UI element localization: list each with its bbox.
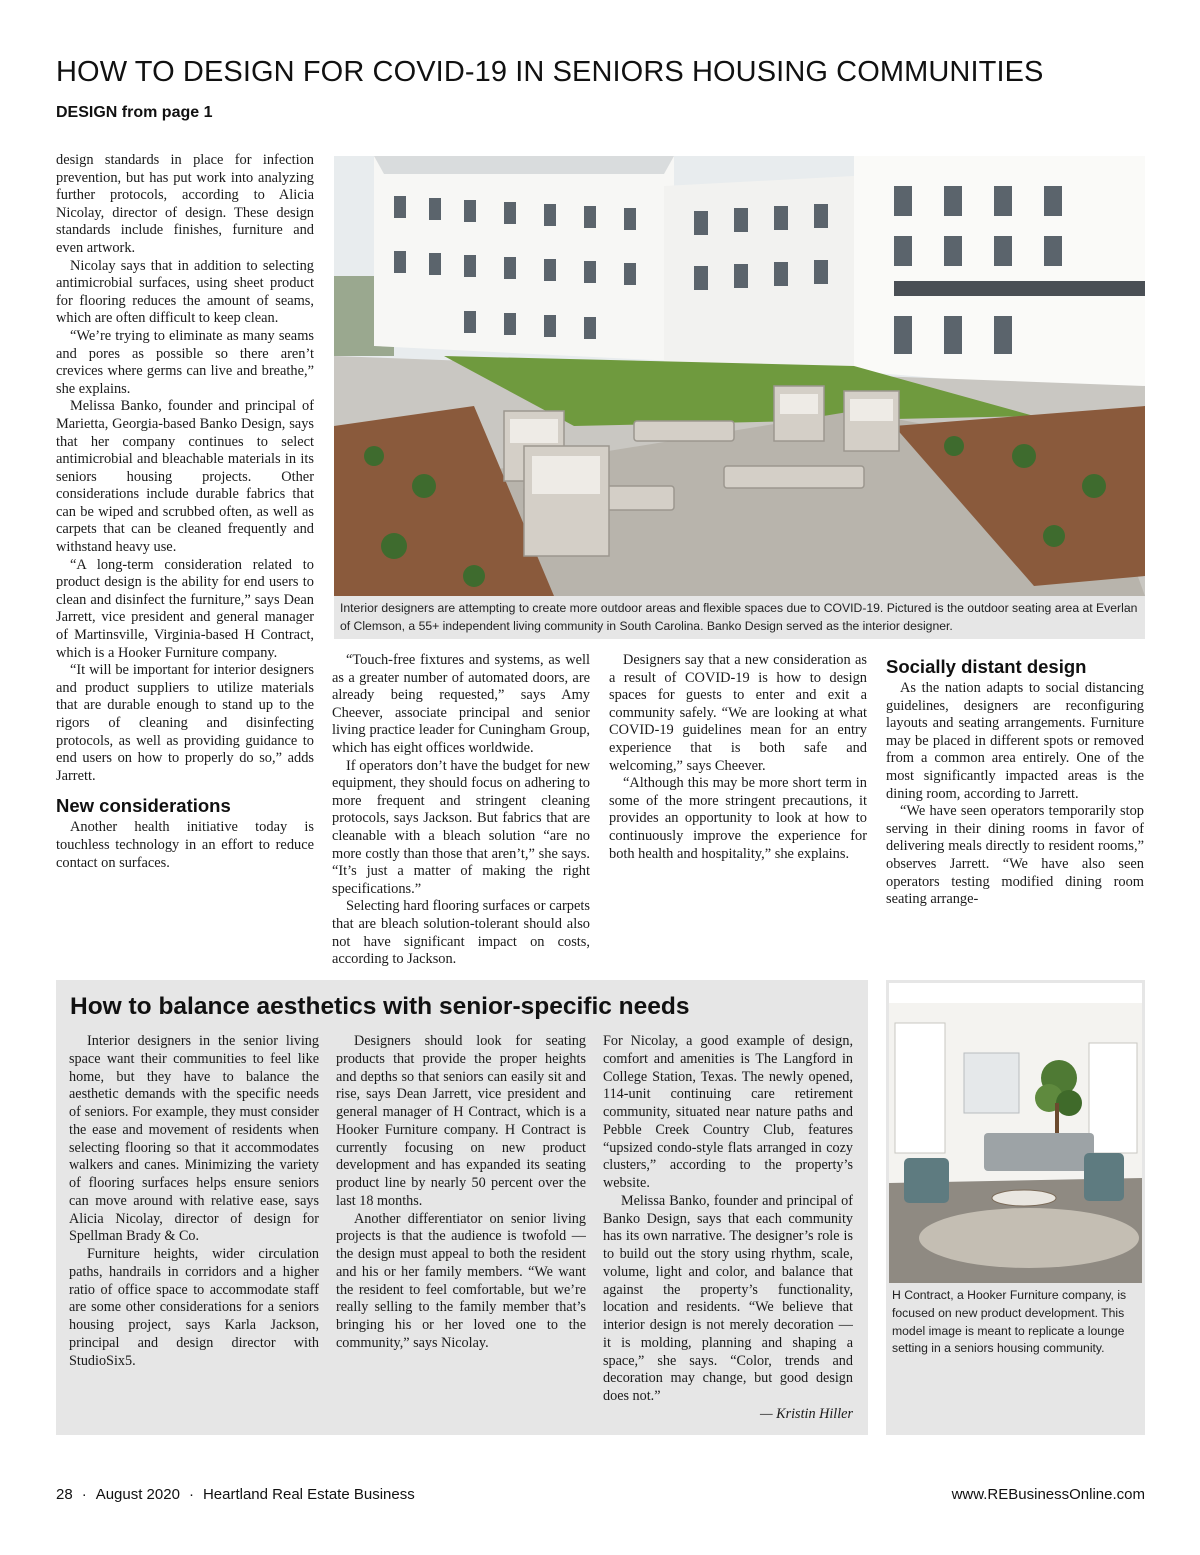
byline: — Kristin Hiller <box>759 1405 853 1422</box>
article-column-1 <box>56 152 314 968</box>
sidebar-column-1 <box>69 1033 319 1429</box>
article-column-4 <box>886 652 1144 968</box>
separator-dot: · <box>81 1486 87 1503</box>
courtyard-photo <box>334 156 1145 596</box>
sidebar-column-3 <box>603 1033 853 1429</box>
jump-line: DESIGN from page 1 <box>56 104 213 121</box>
lounge-photo <box>889 983 1142 1283</box>
lounge-photo-box <box>886 980 1145 1435</box>
issue-date: August 2020 <box>95 1486 180 1503</box>
article-paragraph: “Touch-free fixtures and systems, as well as a greater number of automated doors, are already being requested,” says Amy Cheever, associate principal and senior living practice leader for Cuningham Group, which has eight offices worldwide. <box>332 652 590 756</box>
article-paragraph: “We’re trying to eliminate as many seams and pores as possible so there aren’t crevices where germs can live and breathe,” she explains. <box>56 327 314 397</box>
sidebar-paragraph: Melissa Banko, founder and principal of Banko Design, says that each community has its own narrative. The designer’s role is to build out the story using rhythm, scale, volume, light and color, and balance that against the property’s functionality, location and residents. “We believe that interior design is not merely decoration — it is molding, planning and shaping a space,” she says. “Color, trends and decoration may change, but good design does not.” <box>603 1192 853 1404</box>
article-column-2 <box>332 652 590 968</box>
article-paragraph: As the nation adapts to social distancing guidelines, designers are reconfiguring layouts and seating arrangements. Furniture may be placed in different spots or removed from a common area entirely. One of the most significantly impacted areas is the dining room, according to Jarrett. <box>886 680 1144 802</box>
page-title: HOW TO DESIGN FOR COVID-19 IN SENIORS HOUSING COMMUNITIES <box>56 56 1044 88</box>
footer-left <box>56 1486 415 1503</box>
subhead-new-considerations: New considerations <box>56 795 231 817</box>
lounge-photo-caption: H Contract, a Hooker Furniture company, is focused on new product development. This model image is meant to replicate a lounge setting in a seniors housing community. <box>892 1288 1127 1356</box>
sidebar-paragraph: Interior designers in the senior living space want their communities to feel like home, but they have to balance the aesthetic demands with the specific needs of seniors. For example, they must consider the ease and movement of residents when selecting flooring so that it accommodates walkers and canes. Minimizing the variety of flooring surfaces helps ensure seniors can move around with relative ease, says Alicia Nicolay, director of design for Spellman Brady & Co. <box>69 1033 319 1245</box>
article-paragraph: “It will be important for interior designers and product suppliers to utilize materials that are durable enough to stand up to the rigors of cleaning and disinfecting protocols, as well as providing guidance to end users on how to properly do so,” adds Jarrett. <box>56 662 314 784</box>
sidebar-paragraph: Furniture heights, wider circulation paths, handrails in corridors and a higher ratio of office space to accommodate staff are some other considerations for a seniors housing project, says Karla Jackson, principal and design director with StudioSix5. <box>69 1246 319 1369</box>
sidebar-paragraph: Another differentiator on senior living projects is that the audience is twofold — the design must appeal to both the resident and his or her family members. “We want the resident to feel comfortable, but we’re really selling to the family member that’s bringing his or her loved one to the community,” says Nicolay. <box>336 1210 586 1351</box>
publication-name: Heartland Real Estate Business <box>202 1486 415 1503</box>
article-paragraph: design standards in place for infection prevention, but has put work into analyzing further protocols, according to Alicia Nicolay, director of design. These design standards include finishes, furniture and even artwork. <box>56 152 314 256</box>
page-number: 28 <box>56 1486 73 1503</box>
separator-dot: · <box>188 1486 194 1503</box>
article-paragraph: Designers say that a new consideration as a result of COVID-19 is how to design spaces for guests to enter and exit a community safely. “We are looking at what COVID-19 guidelines mean for an entry experience that is both safe and welcoming,” says Cheever. <box>609 652 867 774</box>
article-column-3 <box>609 652 867 968</box>
sidebar-box <box>56 980 868 1435</box>
article-paragraph: Melissa Banko, founder and principal of Marietta, Georgia-based Banko Design, says that her company continues to select antimicrobial and bleachable materials in its seniors housing projects. Other considerations include durable fabrics that can be wiped and scrubbed often, as well as carpets that can be cleaned frequently and withstand heavy use. <box>56 398 314 556</box>
article-paragraph: Another health initiative today is touchless technology in an effort to reduce contact on surfaces. <box>56 819 314 871</box>
article-paragraph: If operators don’t have the budget for new equipment, they should focus on adhering to more frequent and stringent cleaning protocols, says Jackson. But fabrics that are cleanable with a bleach solution “are no more costly than those that aren’t,” she says. “It’s just a matter of making the right specifications.” <box>332 757 590 897</box>
sidebar-paragraph: For Nicolay, a good example of design, comfort and amenities is The Langford in College Station, Texas. The newly opened, 114-unit continuing care retirement community, situated near nature paths and Pebble Creek Country Club, features “upsized condo-style flats arranged in cozy clusters,” according to the property’s website. <box>603 1033 853 1191</box>
article-paragraph: Selecting hard flooring surfaces or carpets that are bleach solution-tolerant should also not have significant impact on costs, according to Jackson. <box>332 898 590 968</box>
courtyard-photo-caption: Interior designers are attempting to create more outdoor areas and flexible spaces due to COVID-19. Pictured is the outdoor seating area at Everlan of Clemson, a 55+ independent living community in South Carolina. Banko Design served as the interior designer. <box>334 596 1145 639</box>
sidebar-column-2 <box>336 1033 586 1429</box>
website-link[interactable]: www.REBusinessOnline.com <box>951 1486 1145 1503</box>
article-paragraph: “Although this may be more short term in some of the more stringent precautions, it provides an opportunity to look at how to continuously improve the experience for both health and hospitality,” she explains. <box>609 775 867 862</box>
article-paragraph: Nicolay says that in addition to selecting antimicrobial surfaces, using sheet product for flooring reduces the amount of seams, which are often difficult to keep clean. <box>56 257 314 327</box>
article-paragraph: “A long-term consideration related to product design is the ability for end users to clean and disinfect the furniture,” says Dean Jarrett, vice president and general manager of Martinsville, Virginia-based H Contract, which is a Hooker Furniture company. <box>56 556 314 661</box>
sidebar-title: How to balance aesthetics with senior-specific needs <box>70 993 690 1020</box>
sidebar-paragraph: Designers should look for seating products that provide the proper heights and depths so that seniors can easily sit and rise, says Dean Jarrett, vice president and general manager of H Contract, which is a Hooker Furniture company. H Contract is currently focusing on new product development and has expanded its seating product line by nearly 50 percent over the last 18 months. <box>336 1033 586 1209</box>
lounge-photo-illustration <box>889 983 1142 1283</box>
subhead-socially-distant-design: Socially distant design <box>886 656 1087 677</box>
courtyard-photo-illustration <box>334 156 1145 596</box>
article-paragraph: “We have seen operators temporarily stop serving in their dining rooms in favor of delivering meals directly to resident rooms,” observes Jarrett. “We have also seen operators testing modified dining room seating arrange- <box>886 803 1144 908</box>
